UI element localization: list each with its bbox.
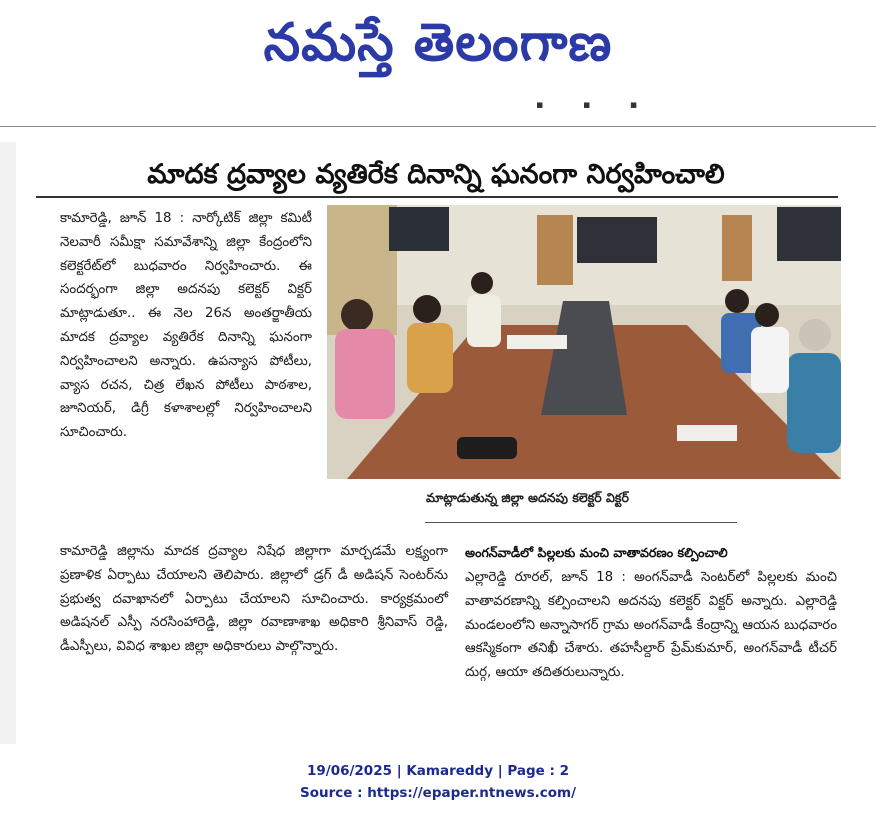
newspaper-logo: నమస్తే తెలంగాణ bbox=[263, 13, 613, 73]
edition-line: 19/06/2025 | Kamareddy | Page : 2 bbox=[306, 763, 569, 779]
article-headline: మాదక ద్రవ్యాల వ్యతిరేక దినాన్ని ఘనంగా నిర్వహించాలి bbox=[147, 159, 725, 190]
continuation-text: కామారెడ్డి జిల్లాను మాదక ద్రవ్యాల నిషేధ జిల్లాగా మార్చడమే లక్ష్యంగా ప్రణాళిక ఏర్పాటు చేయాలని తెలిపారు. జిల్లాలో డ్రగ్ డీ అడిషన్ సెంటర్‌ను ప్రభుత్వ దవాఖానలో ఏర్పాటు చేయాలని సూచించారు. కార్యక్రమంలో అడిషనల్ ఎస్పీ నరసింహారెడ్డి, జిల్లా రవాణాశాఖ అధికారి శ్రీనివాస్ రెడ్డి, డీఎస్పీలు, వివిధ శాఖల జిల్లా అధికారులు పాల్గొన్నారు. bbox=[60, 544, 448, 655]
meeting-photo bbox=[327, 205, 841, 479]
second-story-text: ఎల్లారెడ్డి రూరల్, జూన్ 18 : అంగన్‌వాడీ సెంటర్‌లో పిల్లలకు మంచి వాతావరణాన్ని కల్పించాలని అదనపు కలెక్టర్ విక్టర్ అన్నారు. ఎల్లారెడ్డి మండలంలోని అన్నాసాగర్ గ్రామ అంగన్‌వాడీ కేంద్రాన్ని ఆయన బుధవారం ఆకస్మికంగా తనిఖీ చేశారు. తహసీల్దార్ ప్రేమ్‌కుమార్, అంగన్‌వాడీ టీచర్ దుర్గ, ఆయా తదితరులున్నారు. bbox=[465, 570, 837, 681]
masthead-divider bbox=[0, 126, 876, 127]
caption-divider bbox=[425, 522, 737, 523]
photo-caption: మాట్లాడుతున్న జిల్లా అదనపు కలెక్టర్ విక్టర్ bbox=[426, 490, 629, 505]
lead-paragraph-text: కామారెడ్డి, జూన్ 18 : నార్కోటిక్ జిల్లా కమిటీ నెలవారీ సమీక్షా సమావేశాన్ని జిల్లా కేంద్రంలోని కలెక్టరేట్‌లో బుధవారం నిర్వహించారు. ఈ సందర్భంగా జిల్లా అదనపు కలెక్టర్ విక్టర్ మాట్లాడుతూ.. ఈ నెల 26న అంతర్జాతీయ మాదక ద్రవ్యాల వ్యతిరేక దినాన్ని ఘనంగా నిర్వహించాలని అన్నారు. ఉపన్యాస పోటీలు, వ్యాస రచన, చిత్ర లేఖన పోటీలు పాఠశాల, జూనియర్, డిగ్రీ కళాశాలల్లో నిర్వహించాలని సూచించారు. bbox=[60, 211, 312, 441]
lead-paragraph bbox=[60, 207, 312, 445]
page-margin bbox=[0, 142, 16, 744]
second-story-headline: అంగన్‌వాడీలో పిల్లలకు మంచి వాతావరణం కల్పించాలి bbox=[465, 545, 728, 560]
lead-story-continuation bbox=[60, 540, 448, 659]
source-line: Source : https://epaper.ntnews.com/ bbox=[299, 785, 577, 801]
second-story-body bbox=[465, 566, 837, 685]
page-footer bbox=[0, 760, 876, 804]
masthead-ornament: ▪ ▪ ▪ bbox=[536, 98, 656, 111]
meeting-photo-illustration bbox=[327, 205, 841, 479]
headline-divider bbox=[36, 196, 838, 198]
masthead bbox=[0, 0, 876, 128]
